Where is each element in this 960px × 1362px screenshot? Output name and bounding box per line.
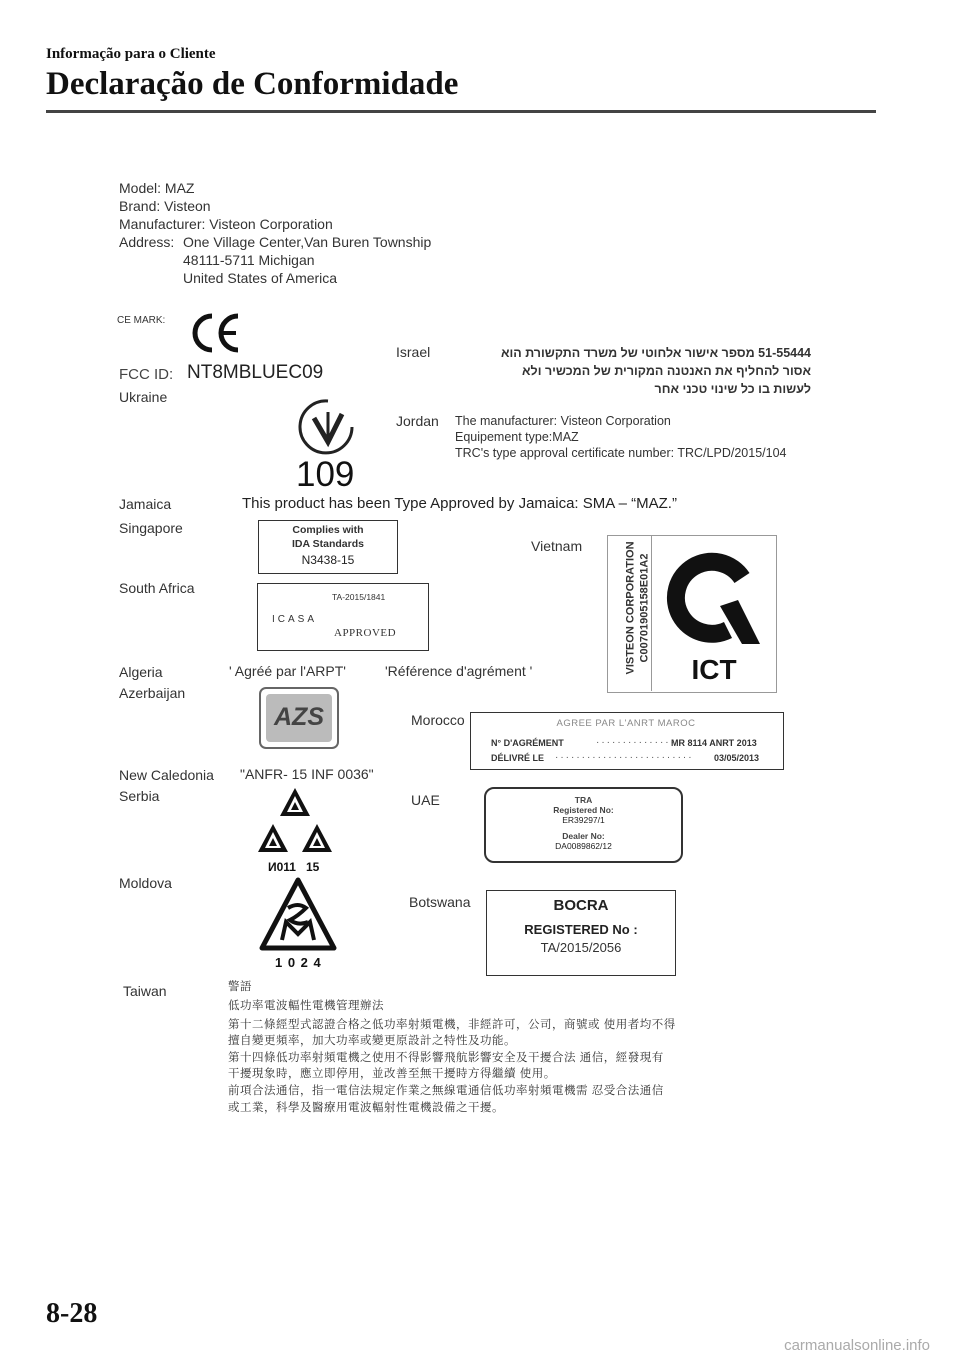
serbia-code: И011 15 xyxy=(268,860,320,874)
anrt-row1-label: N° D'AGRÉMENT xyxy=(491,738,564,748)
ida-number: N3438-15 xyxy=(301,553,355,567)
anrt-row1-dots: ··············· xyxy=(596,737,676,748)
address-line-1: One Village Center,Van Buren Township xyxy=(183,234,432,250)
taiwan-line-4: 擅自變更頻率，加大功率或變更原設計之特性及功能。 xyxy=(228,1035,516,1047)
taiwan-line-5: 第十四條低功率射頻電機之使用不得影響飛航影響安全及干擾合法 通信，經發現有 xyxy=(228,1052,664,1064)
new-caledonia-label: New Caledonia xyxy=(119,767,214,783)
ukraine-mark-icon xyxy=(298,398,358,456)
jordan-line-1: The manufacturer: Visteon Corporation xyxy=(455,414,671,428)
algeria-text-1: ' Agréé par l'ARPT' xyxy=(229,663,346,679)
taiwan-label: Taiwan xyxy=(123,983,167,999)
algeria-label: Algeria xyxy=(119,664,163,680)
azs-logo-text: AZS xyxy=(274,703,324,731)
vietnam-vertical-panel xyxy=(611,536,652,691)
vietnam-label: Vietnam xyxy=(531,538,583,554)
jordan-line-2: Equipement type:MAZ xyxy=(455,430,579,444)
uae-label: UAE xyxy=(411,792,440,808)
serbia-label: Serbia xyxy=(119,788,160,804)
bocra-title: BOCRA xyxy=(553,897,609,914)
moldova-number: 1 0 2 4 xyxy=(275,955,322,970)
ida-line-1: Complies with xyxy=(292,524,364,536)
ce-label: CE MARK: xyxy=(117,315,166,326)
algeria-text-2: 'Référence d'agrément ' xyxy=(385,663,533,679)
tra-registered-label: Registered No: xyxy=(553,805,614,815)
vietnam-ict-text: ICT xyxy=(691,654,737,685)
fcc-id: NT8MBLUEC09 xyxy=(187,362,324,383)
ce-mark-icon xyxy=(188,310,242,356)
icasa-number: TA-2015/1841 xyxy=(332,592,386,602)
bocra-registered-number: TA/2015/2056 xyxy=(540,940,622,955)
tra-dealer-label: Dealer No: xyxy=(562,831,605,841)
botswana-label: Botswana xyxy=(409,894,471,910)
address-line-3: United States of America xyxy=(183,270,338,286)
taiwan-line-7: 前項合法通信，指一電信法規定作業之無線電通信低功率射頻電機需 忍受合法通信 xyxy=(228,1085,664,1097)
tra-dealer-number: DA0089862/12 xyxy=(555,841,612,851)
anrt-row2-label: DÉLIVRÉ LE xyxy=(491,753,545,763)
watermark: carmanualsonline.info xyxy=(784,1337,930,1354)
israel-line-2: אסור להחליף את האנטנה המקורית של המכשיר ולא xyxy=(522,364,811,378)
anrt-row2-value: 03/05/2013 xyxy=(714,753,760,763)
anrt-row2-dots: ·························· xyxy=(555,752,694,763)
moldova-label: Moldova xyxy=(119,875,172,891)
anrt-row1-value: MR 8114 ANRT 2013 xyxy=(671,738,757,748)
anrt-title: AGREE PAR L'ANRT MAROC xyxy=(556,718,696,729)
icasa-status: APPROVED xyxy=(334,627,397,639)
vietnam-ict-box xyxy=(607,535,777,693)
new-caledonia-text: "ANFR- 15 INF 0036" xyxy=(240,766,374,782)
serbia-mark-icon xyxy=(255,786,335,858)
bocra-registered-label: REGISTERED No : xyxy=(524,922,638,937)
header-divider xyxy=(46,110,876,113)
ukraine-number: 109 xyxy=(296,455,355,494)
south-africa-label: South Africa xyxy=(119,580,195,596)
singapore-label: Singapore xyxy=(119,520,183,536)
bocra-label-box xyxy=(486,890,676,976)
icasa-label-box xyxy=(257,583,429,651)
israel-line-3: לעשות בו כל שינוי טכני אחר xyxy=(654,382,811,396)
page-title: Declaração de Conformidade xyxy=(46,66,459,102)
ida-label-box xyxy=(258,520,398,574)
jamaica-text: This product has been Type Approved by Jamaica: SMA – “MAZ.” xyxy=(242,495,677,512)
tra-title: TRA xyxy=(574,795,593,805)
israel-label: Israel xyxy=(396,344,431,360)
taiwan-line-3: 第十二條經型式認證合格之低功率射頻電機，非經許可，公司，商號或 使用者均不得 xyxy=(228,1019,676,1031)
ukraine-label: Ukraine xyxy=(119,389,168,405)
jordan-label: Jordan xyxy=(396,413,439,429)
model-text: Model: MAZ xyxy=(119,180,195,196)
address-line-2: 48111-5711 Michigan xyxy=(183,252,315,268)
morocco-label: Morocco xyxy=(411,712,465,728)
brand-text: Brand: Visteon xyxy=(119,198,211,214)
ida-line-2: IDA Standards xyxy=(292,538,364,550)
jamaica-label: Jamaica xyxy=(119,496,172,512)
fcc-label: FCC ID: xyxy=(119,366,174,383)
address-label: Address: xyxy=(119,234,175,250)
anrt-label-box xyxy=(470,712,784,770)
manufacturer-text: Manufacturer: Visteon Corporation xyxy=(119,216,333,232)
tra-registered-number: ER39297/1 xyxy=(562,815,605,825)
icasa-brand: ICASA xyxy=(272,614,318,625)
taiwan-line-8: 或工業，科學及醫療用電波輻射性電機設備之干擾。 xyxy=(228,1102,504,1114)
vietnam-company: VISTEON CORPORATION xyxy=(624,541,637,675)
taiwan-line-6: 干擾現象時，應立即停用，並改善至無干擾時方得繼續 使用。 xyxy=(228,1068,556,1080)
moldova-sm-logo-icon xyxy=(258,876,338,956)
taiwan-line-1: 警語 xyxy=(228,981,252,993)
page-number: 8-28 xyxy=(46,1298,98,1329)
israel-line-1: 51-55444 מספר אישור אלחוטי של משרד התקשורת הוא xyxy=(500,346,811,360)
azs-logo-icon xyxy=(258,686,340,750)
vietnam-ict-logo-icon xyxy=(664,548,764,648)
section-label: Informação para o Cliente xyxy=(46,46,216,62)
vietnam-code: C00701905158E01A2 xyxy=(638,553,651,663)
taiwan-line-2: 低功率電波輻性電機管理辦法 xyxy=(228,1000,384,1012)
jordan-line-3: TRC's type approval certificate number: TRC/LPD/2015/104 xyxy=(455,446,787,460)
tra-label-box xyxy=(484,787,683,863)
azerbaijan-label: Azerbaijan xyxy=(119,685,186,701)
